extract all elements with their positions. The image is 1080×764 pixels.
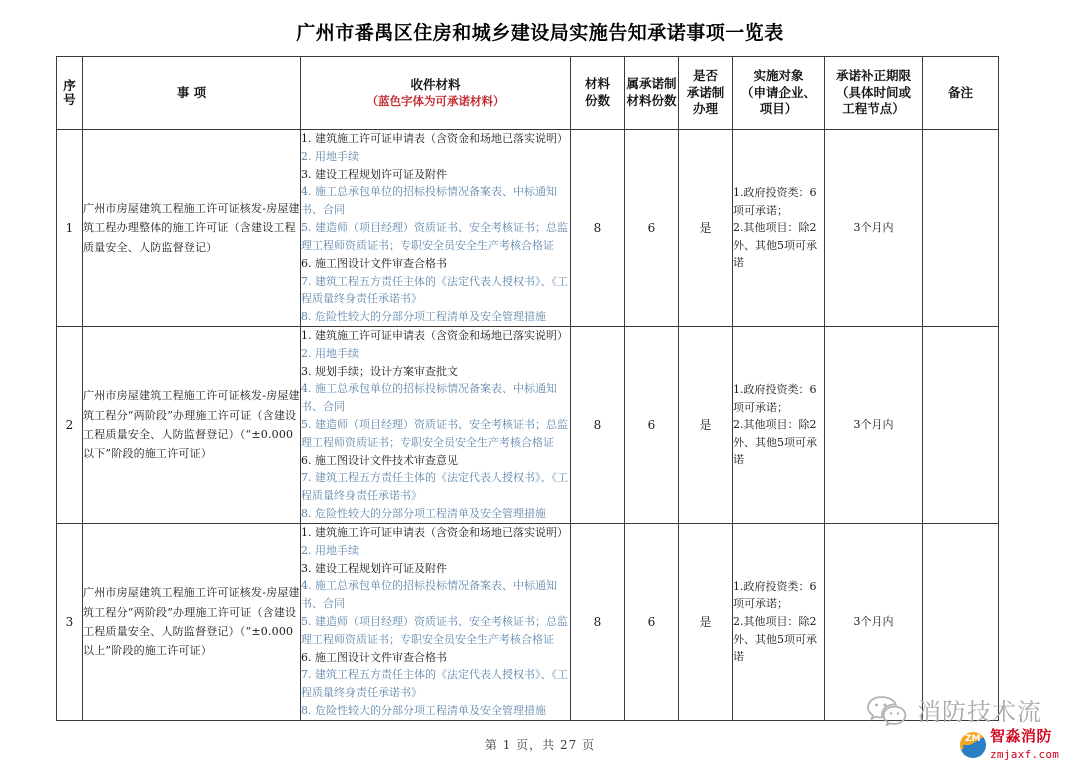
material-item: 8. 危险性较大的分部分项工程清单及安全管理措施 — [301, 310, 546, 324]
cell-correction-deadline: 3个月内 — [825, 326, 923, 523]
materials-header-note: （蓝色字体为可承诺材料） — [366, 93, 505, 108]
cell-promise-material-count: 6 — [625, 326, 679, 523]
material-item: 2. 用地手续 — [301, 149, 359, 163]
material-item: 8. 危险性较大的分部分项工程清单及安全管理措施 — [301, 507, 546, 521]
material-item: 2. 用地手续 — [301, 346, 359, 360]
cell-required-materials — [301, 326, 571, 523]
material-item: 1. 建筑施工许可证申请表（含资金和场地已落实说明） — [301, 525, 568, 539]
table-header — [57, 57, 999, 130]
material-item: 7. 建筑工程五方责任主体的《法定代表人授权书》、《工程质量终身责任承诺书》 — [301, 668, 568, 700]
table-body — [57, 130, 999, 721]
wechat-watermark-text: 消防技术流 — [917, 698, 1042, 726]
brand-logo-icon — [960, 732, 986, 758]
table-row — [57, 130, 999, 327]
material-item: 3. 建设工程规划许可证及附件 — [301, 167, 447, 181]
material-item: 6. 施工图设计文件审查合格书 — [301, 256, 447, 270]
column-header-sequence — [57, 57, 83, 130]
material-item: 5. 建造师（项目经理）资质证书、安全考核证书；总监理工程师资质证书；专职安全员安全生产考核合格证 — [301, 614, 568, 646]
material-item: 3. 规划手续；设计方案审查批文 — [301, 364, 458, 378]
column-header-material-count: 材料 份数 — [571, 57, 625, 130]
commitment-items-table — [56, 56, 999, 721]
material-item: 5. 建造师（项目经理）资质证书、安全考核证书；总监理工程师资质证书；专职安全员安全生产考核合格证 — [301, 418, 568, 449]
material-item: 1. 建筑施工许可证申请表（含资金和场地已落实说明） — [301, 132, 568, 145]
column-header-materials — [301, 57, 571, 130]
column-header-item: 事 项 — [83, 57, 301, 130]
cell-item-name: 广州市房屋建筑工程施工许可证核发-房屋建筑工程分“两阶段”办理施工许可证（含建设工程质量安全、人防监督登记）（“±0.000以下”阶段的施工许可证） — [83, 326, 301, 523]
column-header-promise-count: 属承诺制 材料份数 — [625, 57, 679, 130]
table-row — [57, 326, 999, 523]
page-number-footer: 第 1 页，共 27 页 — [484, 738, 596, 752]
cell-remark — [923, 130, 999, 327]
table-row — [57, 523, 999, 720]
cell-sequence: 2 — [57, 326, 83, 523]
cell-remark — [923, 326, 999, 523]
column-header-deadline: 承诺补正期限 （具体时间或 工程节点） — [825, 57, 923, 130]
page-title: 广州市番禺区住房和城乡建设局实施告知承诺事项一览表 — [296, 22, 784, 44]
cell-sequence: 3 — [57, 523, 83, 720]
material-item: 8. 危险性较大的分部分项工程清单及安全管理措施 — [301, 704, 546, 717]
sequence-header-line2: 号 — [63, 92, 76, 107]
material-item: 6. 施工图设计文件技术审查意见 — [301, 453, 458, 467]
material-item: 3. 建设工程规划许可证及附件 — [301, 561, 447, 575]
column-header-remark: 备注 — [923, 57, 999, 130]
brand-url: zmjaxf.com — [990, 747, 1060, 761]
cell-correction-deadline: 3个月内 — [825, 130, 923, 327]
cell-is-promise: 是 — [679, 130, 733, 327]
column-header-is-promise: 是否 承诺制 办理 — [679, 57, 733, 130]
material-item: 4. 施工总承包单位的招标投标情况备案表、中标通知书、合同 — [301, 382, 557, 414]
material-item: 4. 施工总承包单位的招标投标情况备案表、中标通知书、合同 — [301, 185, 557, 217]
cell-promise-material-count: 6 — [625, 523, 679, 720]
material-item: 7. 建筑工程五方责任主体的《法定代表人授权书》、《工程质量终身责任承诺书》 — [301, 274, 568, 306]
material-item: 7. 建筑工程五方责任主体的《法定代表人授权书》、《工程质量终身责任承诺书》 — [301, 471, 568, 503]
cell-sequence: 1 — [57, 130, 83, 327]
cell-target-scope: 1.政府投资类：6项可承诺； 2.其他项目：除2外、其他5项可承诺 — [733, 130, 825, 327]
cell-item-name: 广州市房屋建筑工程施工许可证核发-房屋建筑工程办理整体的施工许可证（含建设工程质量安全、人防监督登记） — [83, 130, 301, 327]
cell-is-promise: 是 — [679, 523, 733, 720]
material-item: 4. 施工总承包单位的招标投标情况备案表、中标通知书、合同 — [301, 579, 557, 611]
cell-item-name: 广州市房屋建筑工程施工许可证核发-房屋建筑工程分“两阶段”办理施工许可证（含建设工程质量安全、人防监督登记）（“±0.000以上”阶段的施工许可证） — [83, 523, 301, 720]
column-header-target: 实施对象 （申请企业、 项目） — [733, 57, 825, 130]
sequence-header-line1: 序 — [63, 77, 76, 93]
brand-watermark — [960, 728, 1059, 762]
cell-target-scope: 1.政府投资类：6项可承诺； 2.其他项目：除2外、其他5项可承诺 — [733, 523, 825, 720]
cell-target-scope: 1.政府投资类：6项可承诺； 2.其他项目：除2外、其他5项可承诺 — [733, 326, 825, 523]
material-item: 2. 用地手续 — [301, 543, 359, 557]
table-header-row — [57, 57, 999, 130]
cell-required-materials — [301, 130, 571, 327]
cell-correction-deadline: 3个月内 — [825, 523, 923, 720]
cell-material-count: 8 — [571, 523, 625, 720]
cell-required-materials — [301, 523, 571, 720]
cell-material-count: 8 — [571, 326, 625, 523]
cell-promise-material-count: 6 — [625, 130, 679, 327]
material-item: 1. 建筑施工许可证申请表（含资金和场地已落实说明） — [301, 328, 568, 342]
brand-name: 智淼消防 — [990, 727, 1053, 745]
material-item: 5. 建造师（项目经理）资质证书、安全考核证书；总监理工程师资质证书；专职安全员安全生产考核合格证 — [301, 221, 568, 252]
wechat-watermark — [866, 694, 1042, 730]
brand-logo-initials: ZM — [965, 733, 981, 744]
cell-remark — [923, 523, 999, 720]
wechat-icon — [866, 694, 910, 730]
commitment-items-table-wrapper — [56, 56, 998, 721]
cell-material-count: 8 — [571, 130, 625, 327]
brand-watermark-words — [990, 728, 1059, 762]
materials-header-main: 收件材料 — [410, 76, 461, 92]
cell-is-promise: 是 — [679, 326, 733, 523]
material-item: 6. 施工图设计文件审查合格书 — [301, 650, 447, 664]
